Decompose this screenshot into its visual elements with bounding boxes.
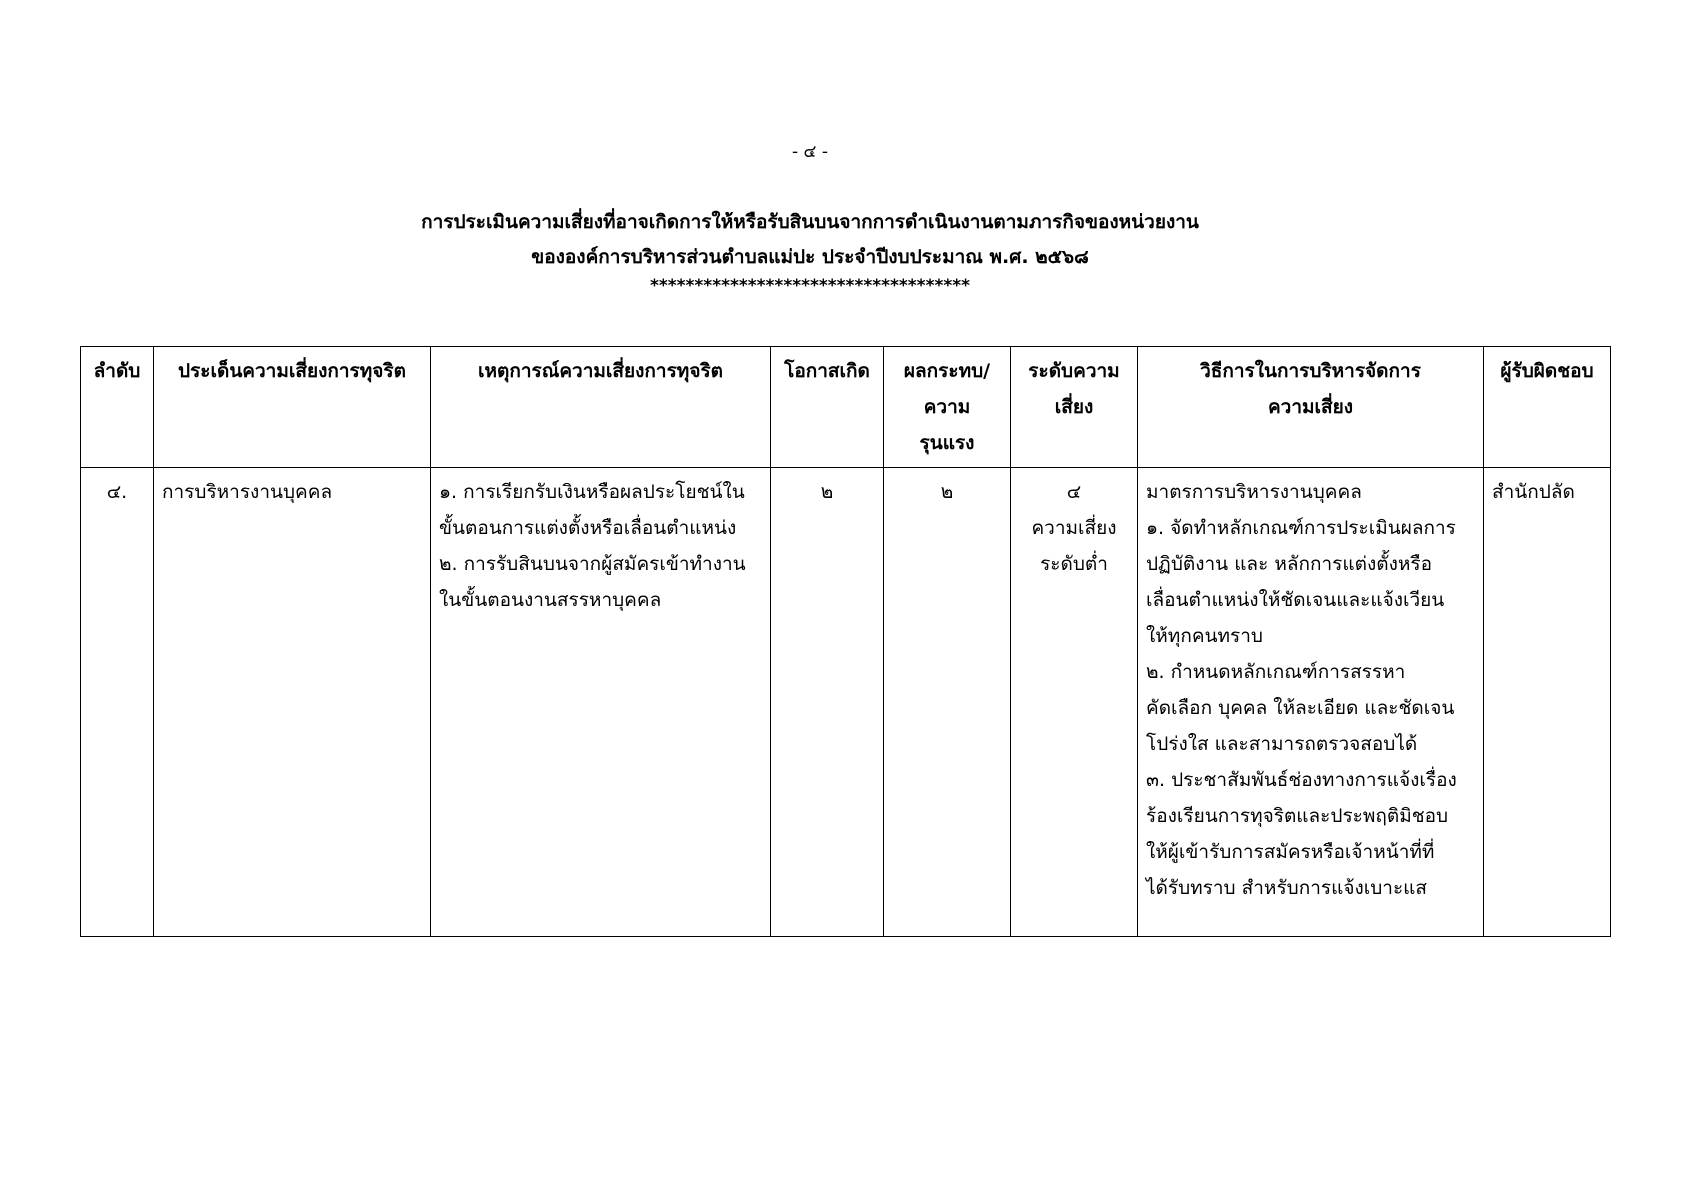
method-line: ๒. กำหนดหลักเกณฑ์การสรรหา <box>1146 661 1406 683</box>
header-impact-line: ผลกระทบ/ <box>903 360 991 382</box>
risk-level-line: ระดับต่ำ <box>1040 553 1108 575</box>
header-likelihood: โอกาสเกิด <box>771 347 884 468</box>
event-line: ขั้นตอนการแต่งตั้งหรือเลื่อนตำแหน่ง <box>439 517 737 539</box>
header-method-line: วิธีการในการบริหารจัดการ <box>1200 360 1421 382</box>
cell-order: ๔. <box>81 468 154 937</box>
method-line: คัดเลือก บุคคล ให้ละเอียด และชัดเจน <box>1146 697 1455 719</box>
event-line: ๒. การรับสินบนจากผู้สมัครเข้าทำงาน <box>439 553 746 575</box>
cell-owner: สำนักปลัด <box>1484 468 1611 937</box>
header-impact <box>884 347 1011 468</box>
event-line: ๑. การเรียกรับเงินหรือผลประโยชน์ใน <box>439 481 745 503</box>
method-line: ร้องเรียนการทุจริตและประพฤติมิชอบ <box>1146 805 1449 827</box>
cell-issue: การบริหารงานบุคคล <box>154 468 431 937</box>
event-line: ในขั้นตอนงานสรรหาบุคคล <box>439 589 662 611</box>
header-order: ลำดับ <box>81 347 154 468</box>
document-title <box>0 205 1620 297</box>
table-row <box>81 468 1611 937</box>
title-separator: ************************************ <box>649 276 971 296</box>
risk-level-line: ความเสี่ยง <box>1031 517 1117 539</box>
cell-likelihood: ๒ <box>771 468 884 937</box>
method-line: ๓. ประชาสัมพันธ์ช่องทางการแจ้งเรื่อง <box>1146 769 1457 791</box>
page-number: - ๔ - <box>792 142 828 162</box>
title-line-1: การประเมินความเสี่ยงที่อาจเกิดการให้หรือรับสินบนจากการดำเนินงานตามภารกิจของหน่วยงาน <box>421 211 1199 233</box>
header-risk-level <box>1011 347 1138 468</box>
method-line: ให้ผู้เข้ารับการสมัครหรือเจ้าหน้าที่ที่ <box>1146 841 1435 863</box>
method-line: ๑. จัดทำหลักเกณฑ์การประเมินผลการ <box>1146 517 1456 539</box>
risk-assessment-table <box>80 346 1611 937</box>
header-owner: ผู้รับผิดชอบ <box>1484 347 1611 468</box>
method-line: ให้ทุกคนทราบ <box>1146 625 1263 647</box>
cell-impact: ๒ <box>884 468 1011 937</box>
method-line: ปฏิบัติงาน และ หลักการแต่งตั้งหรือ <box>1146 553 1432 575</box>
method-line: โปร่งใส และสามารถตรวจสอบได้ <box>1146 733 1418 755</box>
cell-method <box>1138 468 1484 937</box>
title-line-2: ขององค์การบริหารส่วนตำบลแม่ปะ ประจำปีงบประมาณ พ.ศ. ๒๕๖๘ <box>531 246 1089 268</box>
method-line: มาตรการบริหารงานบุคคล <box>1146 481 1362 503</box>
header-impact-line: รุนแรง <box>919 432 975 454</box>
method-line: เลื่อนตำแหน่งให้ชัดเจนและแจ้งเวียน <box>1146 589 1445 611</box>
header-risk-level-line: เสี่ยง <box>1054 396 1094 418</box>
cell-risk-level <box>1011 468 1138 937</box>
header-risk-level-line: ระดับความ <box>1028 360 1120 382</box>
risk-level-line: ๔ <box>1066 481 1082 503</box>
cell-event <box>431 468 771 937</box>
header-impact-line: ความ <box>923 396 971 418</box>
method-line: ได้รับทราบ สำหรับการแจ้งเบาะแส <box>1146 877 1428 899</box>
header-event: เหตุการณ์ความเสี่ยงการทุจริต <box>431 347 771 468</box>
header-method-line: ความเสี่ยง <box>1267 396 1354 418</box>
table-header-row <box>81 347 1611 468</box>
header-issue: ประเด็นความเสี่ยงการทุจริต <box>154 347 431 468</box>
header-method <box>1138 347 1484 468</box>
